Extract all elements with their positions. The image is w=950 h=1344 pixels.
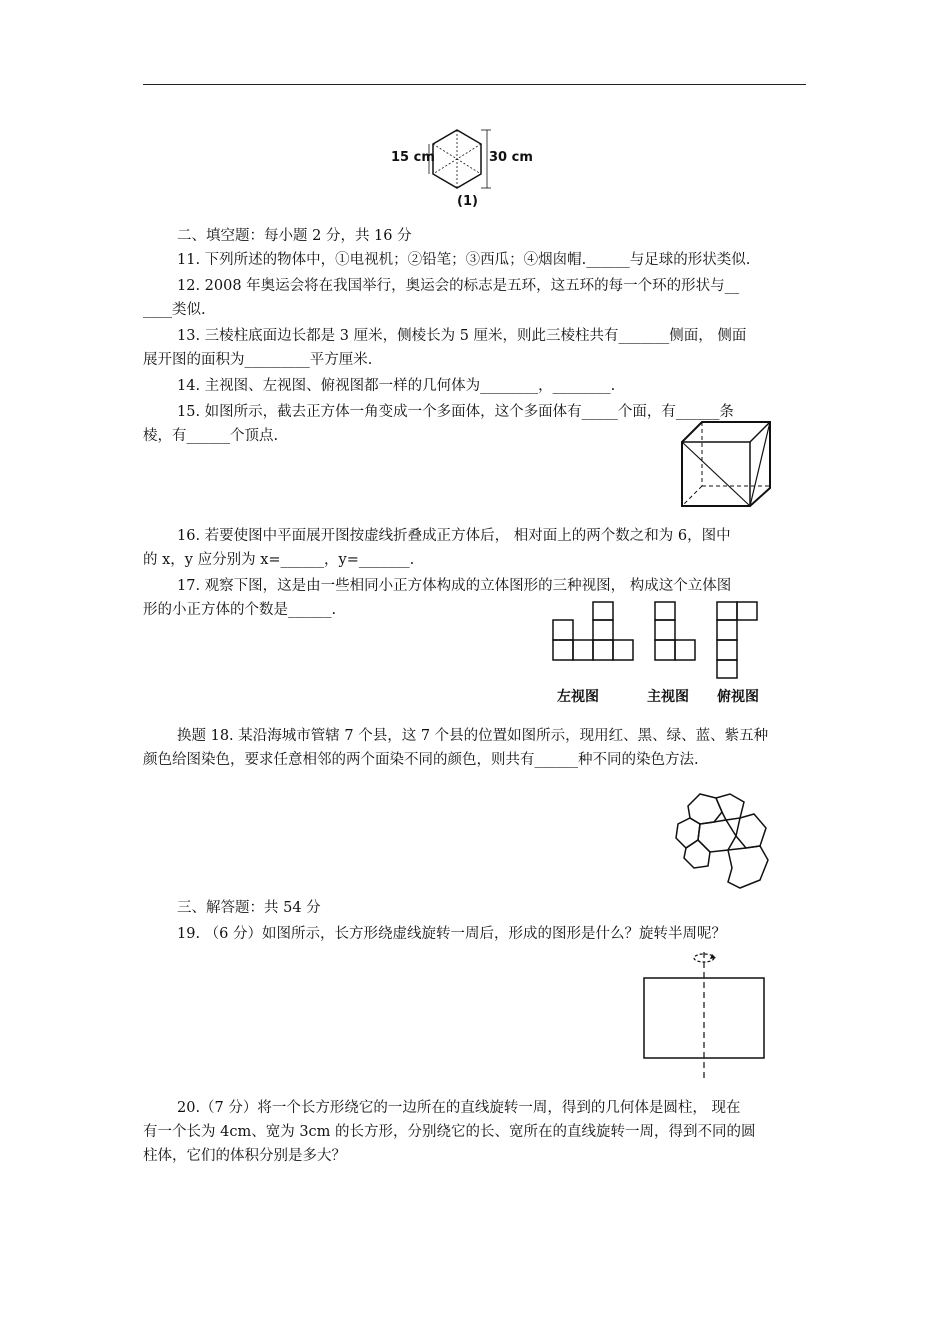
q12-line1: 12. 2008 年奥运会将在我国举行，奥运会的标志是五环，这五环的每一个环的形状与__ (177, 278, 740, 294)
county-map-diagram (670, 788, 780, 898)
q13-line1: 13. 三棱柱底面边长都是 3 厘米，侧棱长为 5 厘米，则此三棱柱共有_______侧面， 侧面 (177, 328, 747, 344)
figure-three-views (545, 598, 785, 708)
main-view-label: 主视图 (647, 689, 689, 705)
rotating-rectangle-diagram (638, 944, 778, 1084)
q16-line2: 的 x，y 应分别为 x=______，y=_______. (143, 552, 415, 568)
q14-text: 14. 主视图、左视图、俯视图都一样的几何体为________，________. (177, 378, 616, 394)
q17-line1: 17. 观察下图，这是由一些相同小正方体构成的立体图形的三种视图， 构成这个立体图 (177, 578, 732, 594)
q15-line2: 棱，有______个顶点. (143, 428, 279, 444)
hexagon-caption: (1) (457, 194, 478, 209)
figure-rotating-rectangle (638, 944, 778, 1084)
q15-line1: 15. 如图所示，截去正方体一角变成一个多面体，这个多面体有_____个面，有______条 (177, 404, 734, 420)
header-rule (143, 84, 806, 85)
q16-line1: 16. 若要使图中平面展开图按虚线折叠成正方体后， 相对面上的两个数之和为 6，图中 (177, 528, 731, 544)
truncated-cube-diagram (676, 418, 776, 508)
q20-line2: 有一个长为 4cm、宽为 3cm 的长方形，分别绕它的长、宽所在的直线旋转一周，得到不同的圆 (143, 1124, 756, 1140)
q13-line2: 展开图的面积为_________平方厘米. (143, 352, 373, 368)
hexagon-right-label: 30 cm (489, 150, 533, 165)
figure-county-map (670, 788, 780, 898)
q18-line2: 颜色给图染色，要求任意相邻的两个面染不同的颜色，则共有______种不同的染色方法. (143, 752, 699, 768)
three-views-diagram (545, 598, 785, 680)
top-view-label: 俯视图 (717, 689, 759, 705)
section2-heading: 二、填空题：每小题 2 分，共 16 分 (177, 228, 412, 244)
figure-truncated-cube (676, 418, 776, 508)
figure-hexagon (385, 122, 535, 214)
q20-line1: 20.（7 分）将一个长方形绕它的一边所在的直线旋转一周，得到的几何体是圆柱， 现在 (177, 1100, 741, 1116)
q19-text: 19. （6 分）如图所示，长方形绕虚线旋转一周后，形成的图形是什么？旋转半周呢？ (177, 926, 727, 942)
q18-line1: 换题 18. 某沿海城市管辖 7 个县，这 7 个县的位置如图所示，现用红、黑、绿、蓝、紫五种 (177, 728, 769, 744)
hexagon-left-label: 15 cm (391, 150, 435, 165)
left-view-label: 左视图 (557, 689, 599, 705)
q20-line3: 柱体，它们的体积分别是多大？ (143, 1148, 346, 1164)
q17-line2: 形的小正方体的个数是______. (143, 602, 337, 618)
q12-line2: ____类似. (143, 302, 206, 318)
section3-heading: 三、解答题：共 54 分 (177, 900, 321, 916)
q11-text: 11. 下列所述的物体中，①电视机；②铅笔；③西瓜；④烟囱帽.______与足球的形状类似. (177, 252, 751, 268)
